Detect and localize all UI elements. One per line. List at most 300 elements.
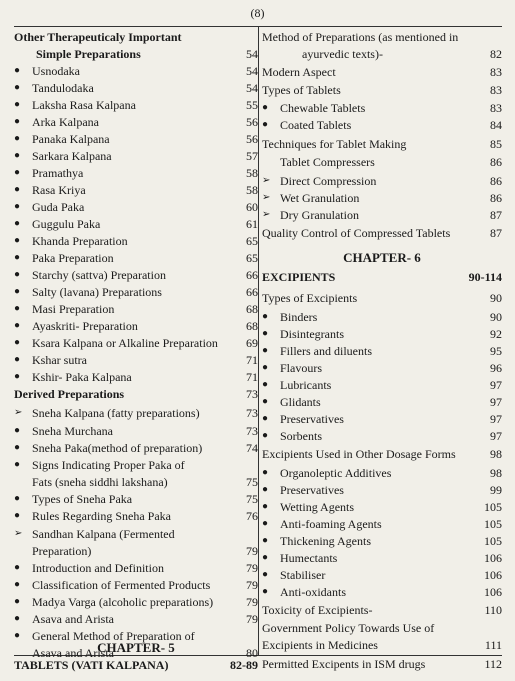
chapter-6-heading: CHAPTER- 6 <box>343 250 421 265</box>
bullet-icon: ● <box>14 150 21 161</box>
toc-entry <box>262 83 502 97</box>
toc-entry <box>262 585 502 599</box>
toc-entry <box>14 578 258 592</box>
toc-line <box>262 137 502 151</box>
bullet-icon: ● <box>14 425 21 436</box>
toc-line <box>262 208 502 222</box>
page-ref: 112 <box>484 657 502 671</box>
toc-title: Tablet Compressers <box>280 155 375 169</box>
bullet-icon: ● <box>262 569 269 580</box>
page-ref: 54 <box>246 81 258 95</box>
page-ref: 71 <box>246 353 258 367</box>
toc-entry <box>14 458 258 489</box>
page-ref: 92 <box>490 327 502 341</box>
page-ref: 73 <box>246 424 258 438</box>
chapter-5-heading: CHAPTER- 5 <box>97 640 175 655</box>
page-ref: 105 <box>484 517 502 531</box>
bullet-icon: ● <box>262 430 269 441</box>
toc-entry <box>262 603 502 617</box>
page-ref: 80 <box>246 646 258 660</box>
toc-entry <box>14 612 258 626</box>
page-ref: 58 <box>246 166 258 180</box>
toc-title: Dry Granulation <box>280 208 359 222</box>
page-ref: 110 <box>484 603 502 617</box>
toc-line <box>262 30 502 44</box>
page-ref: 106 <box>484 585 502 599</box>
toc-line <box>262 47 502 61</box>
toc-title: Preservatives <box>280 412 344 426</box>
toc-entry <box>14 217 258 231</box>
bullet-icon: ● <box>14 630 21 641</box>
page-ref: 68 <box>246 302 258 316</box>
page-ref: 97 <box>490 395 502 409</box>
bullet-icon: ● <box>14 354 21 365</box>
toc-line <box>14 200 258 214</box>
toc-title: Madya Varga (alcoholic preparations) <box>32 595 214 609</box>
toc-line <box>262 447 502 461</box>
toc-line <box>14 183 258 197</box>
toc-line <box>262 378 502 392</box>
toc-title: Chewable Tablets <box>280 101 366 115</box>
toc-line <box>14 251 258 265</box>
toc-title: General Method of Preparation of <box>32 629 195 643</box>
page-ref: 75 <box>246 492 258 506</box>
bullet-icon: ● <box>14 99 21 110</box>
toc-title: Khanda Preparation <box>32 234 128 248</box>
bullet-icon: ● <box>14 596 21 607</box>
toc-line <box>262 585 502 599</box>
column-divider <box>258 27 259 655</box>
arrow-icon: ➢ <box>14 407 23 418</box>
page-ref: 111 <box>484 638 502 652</box>
bullet-icon: ● <box>262 518 269 529</box>
toc-line <box>262 191 502 205</box>
toc-entry <box>262 500 502 514</box>
bullet-icon: ● <box>14 510 21 521</box>
toc-title: Anti-foaming Agents <box>280 517 382 531</box>
toc-entry <box>14 561 258 575</box>
bullet-icon: ● <box>262 362 269 373</box>
toc-title: Modern Aspect <box>262 65 336 79</box>
bullet-icon: ● <box>14 167 21 178</box>
toc-entry <box>14 115 258 129</box>
bullet-icon: ● <box>14 320 21 331</box>
toc-title: Techniques for Tablet Making <box>262 137 407 151</box>
toc-entry <box>14 251 258 265</box>
bullet-icon: ● <box>14 337 21 348</box>
page-ref: 66 <box>246 285 258 299</box>
toc-line <box>262 118 502 132</box>
toc-title: Introduction and Definition <box>32 561 164 575</box>
page-ref: 90 <box>490 291 502 305</box>
page-number: (8) <box>250 6 265 20</box>
bullet-icon: ● <box>14 579 21 590</box>
toc-line <box>14 319 258 333</box>
page-ref: 98 <box>490 466 502 480</box>
page-ref: 66 <box>246 268 258 282</box>
toc-entry <box>262 361 502 375</box>
toc-line <box>262 466 502 480</box>
toc-title: Classification of Fermented Products <box>32 578 211 592</box>
bullet-icon: ● <box>262 379 269 390</box>
toc-line <box>14 370 258 384</box>
toc-line <box>14 234 258 248</box>
toc-entry <box>262 65 502 79</box>
toc-title: Organoleptic Additives <box>280 466 392 480</box>
page-ref: 79 <box>246 612 258 626</box>
toc-line <box>262 101 502 115</box>
toc-title: Fillers and diluents <box>280 344 372 358</box>
page-ref: 75 <box>246 475 258 489</box>
toc-entry <box>14 268 258 282</box>
toc-line <box>262 226 502 240</box>
page-ref: 86 <box>490 191 502 205</box>
toc-title: Humectants <box>280 551 338 565</box>
page-ref: 55 <box>246 98 258 112</box>
page-ref: 57 <box>246 149 258 163</box>
bullet-icon: ● <box>262 413 269 424</box>
page-ref: 79 <box>246 561 258 575</box>
bullet-icon: ● <box>262 102 269 113</box>
toc-entry <box>262 551 502 565</box>
toc-title: Tandulodaka <box>32 81 94 95</box>
toc-title: Ayaskriti- Preparation <box>32 319 138 333</box>
toc-line <box>14 509 258 523</box>
page-ref: 83 <box>490 83 502 97</box>
toc-line <box>14 217 258 231</box>
toc-title: Lubricants <box>280 378 332 392</box>
toc-title: Types of Sneha Paka <box>32 492 133 506</box>
bullet-icon: ● <box>14 493 21 504</box>
toc-entry <box>14 492 258 506</box>
toc-title: Preservatives <box>280 483 344 497</box>
toc-entry <box>14 406 258 420</box>
toc-line <box>262 344 502 358</box>
toc-line <box>14 336 258 350</box>
toc-entry <box>14 166 258 180</box>
toc-entry <box>262 412 502 426</box>
toc-title: Quality Control of Compressed Tablets <box>262 226 451 240</box>
toc-line <box>14 561 258 575</box>
toc-line <box>262 65 502 79</box>
page-ref: 106 <box>484 551 502 565</box>
toc-title-cont: Preparation) <box>32 544 92 558</box>
toc-line <box>262 291 502 305</box>
toc-entry <box>14 319 258 333</box>
toc-line <box>14 578 258 592</box>
toc-entry <box>262 483 502 497</box>
toc-entry <box>14 336 258 350</box>
page-ref: 73 <box>246 387 258 401</box>
page-ref: 65 <box>246 234 258 248</box>
toc-title-cont: Fats (sneha siddhi lakshana) <box>32 475 168 489</box>
toc-line <box>14 268 258 282</box>
toc-entry <box>14 595 258 609</box>
toc-entry <box>262 621 502 652</box>
toc-title: Sneha Murchana <box>32 424 113 438</box>
bullet-icon: ● <box>262 396 269 407</box>
toc-line <box>14 115 258 129</box>
toc-title: Method of Preparations (as mentioned in <box>262 30 459 44</box>
toc-entry <box>262 191 502 205</box>
page-ref: 61 <box>246 217 258 231</box>
bullet-icon: ● <box>262 586 269 597</box>
toc-entry <box>262 327 502 341</box>
toc-title: Flavours <box>280 361 322 375</box>
toc-title: Sorbents <box>280 429 322 443</box>
toc-title-cont: ayurvedic texts)- <box>302 47 383 61</box>
toc-title: EXCIPIENTS <box>262 270 336 284</box>
toc-entry <box>14 81 258 95</box>
toc-line <box>14 30 258 44</box>
bullet-icon: ● <box>262 119 269 130</box>
toc-entry <box>262 101 502 115</box>
page-ref: 79 <box>246 595 258 609</box>
toc-line <box>14 527 258 541</box>
toc-title: Paka Preparation <box>32 251 114 265</box>
bullet-icon: ● <box>262 328 269 339</box>
toc-entry <box>262 291 502 305</box>
toc-entry <box>14 98 258 112</box>
toc-title: Kshar sutra <box>32 353 87 367</box>
page-ref: 69 <box>246 336 258 350</box>
toc-line <box>262 657 502 671</box>
page-ref: 76 <box>246 509 258 523</box>
toc-title: Kshir- Paka Kalpana <box>32 370 132 384</box>
toc-line <box>14 98 258 112</box>
page-ref: 106 <box>484 568 502 582</box>
toc-line <box>262 310 502 324</box>
page-ref: 105 <box>484 500 502 514</box>
toc-line <box>14 544 258 558</box>
toc-entry <box>262 534 502 548</box>
toc-line <box>262 603 502 617</box>
bullet-icon: ● <box>14 371 21 382</box>
page-ref: 54 <box>246 47 258 61</box>
toc-entry <box>262 657 502 671</box>
toc-line <box>14 47 258 61</box>
page-ref: 68 <box>246 319 258 333</box>
toc-line <box>14 424 258 438</box>
toc-title-cont: Excipients in Medicines <box>262 638 378 652</box>
toc-line <box>262 395 502 409</box>
toc-entry <box>262 378 502 392</box>
bullet-icon: ● <box>14 286 21 297</box>
page-ref: 87 <box>490 226 502 240</box>
toc-title: Starchy (sattva) Preparation <box>32 268 166 282</box>
bullet-icon: ● <box>262 345 269 356</box>
toc-line <box>262 361 502 375</box>
toc-entry <box>262 395 502 409</box>
toc-entry <box>14 302 258 316</box>
arrow-icon: ➢ <box>262 209 271 220</box>
toc-entry <box>262 137 502 151</box>
toc-title: Types of Tablets <box>262 83 341 97</box>
toc-line <box>262 517 502 531</box>
toc-title: Anti-oxidants <box>280 585 346 599</box>
page-ref: 105 <box>484 534 502 548</box>
page-ref: 60 <box>246 200 258 214</box>
toc-line <box>14 612 258 626</box>
page-ref: 83 <box>490 65 502 79</box>
toc-line <box>14 302 258 316</box>
toc-line <box>14 458 258 472</box>
arrow-icon: ➢ <box>262 175 271 186</box>
page-ref: 58 <box>246 183 258 197</box>
toc-entry <box>14 183 258 197</box>
page-ref: 86 <box>490 174 502 188</box>
toc-entry <box>14 234 258 248</box>
page-ref: 56 <box>246 115 258 129</box>
page-ref: 95 <box>490 344 502 358</box>
toc-entry <box>14 149 258 163</box>
toc-title: Types of Excipients <box>262 291 358 305</box>
toc-entry <box>14 509 258 523</box>
bullet-icon: ● <box>14 459 21 470</box>
page-ref: 96 <box>490 361 502 375</box>
bullet-icon: ● <box>14 562 21 573</box>
page-ref: 90-114 <box>468 270 502 284</box>
toc-entry <box>262 517 502 531</box>
toc-title: Sarkara Kalpana <box>32 149 112 163</box>
toc-title: Disintegrants <box>280 327 344 341</box>
page-ref: 90 <box>490 310 502 324</box>
bullet-icon: ● <box>262 535 269 546</box>
toc-entry <box>14 64 258 78</box>
toc-title: Masi Preparation <box>32 302 115 316</box>
toc-line <box>262 174 502 188</box>
toc-title: Derived Preparations <box>14 387 125 401</box>
bullet-icon: ● <box>14 133 21 144</box>
bullet-icon: ● <box>14 442 21 453</box>
toc-entry <box>262 466 502 480</box>
toc-entry <box>14 387 258 401</box>
bullet-icon: ● <box>262 484 269 495</box>
bullet-icon: ● <box>14 116 21 127</box>
bullet-icon: ● <box>14 201 21 212</box>
toc-line <box>14 285 258 299</box>
toc-title: Arka Kalpana <box>32 115 99 129</box>
toc-line <box>14 492 258 506</box>
page-ref: 97 <box>490 378 502 392</box>
toc-line <box>262 270 502 284</box>
toc-line <box>14 595 258 609</box>
toc-title: Stabiliser <box>280 568 326 582</box>
toc-line <box>262 429 502 443</box>
toc-title: Sandhan Kalpana (Fermented <box>32 527 175 541</box>
arrow-icon: ➢ <box>262 192 271 203</box>
toc-title: Wetting Agents <box>280 500 355 514</box>
toc-line <box>262 412 502 426</box>
toc-line <box>14 353 258 367</box>
page-ref: 97 <box>490 429 502 443</box>
toc-title: Sneha Kalpana (fatty preparations) <box>32 406 200 420</box>
bullet-icon: ● <box>14 65 21 76</box>
toc-title: Binders <box>280 310 318 324</box>
toc-entry <box>262 155 502 169</box>
bullet-icon: ● <box>14 82 21 93</box>
page-ref: 86 <box>490 155 502 169</box>
toc-title: Government Policy Towards Use of <box>262 621 435 635</box>
toc-entry <box>14 424 258 438</box>
toc-line <box>262 500 502 514</box>
toc-title: Coated Tablets <box>280 118 352 132</box>
toc-entry <box>262 226 502 240</box>
toc-line <box>262 621 502 635</box>
page-ref: 71 <box>246 370 258 384</box>
toc-entry <box>14 370 258 384</box>
toc-line <box>14 406 258 420</box>
bullet-icon: ● <box>14 184 21 195</box>
toc-title: Salty (lavana) Preparations <box>32 285 162 299</box>
page-ref: 83 <box>490 101 502 115</box>
page-ref: 87 <box>490 208 502 222</box>
toc-title: Guggulu Paka <box>32 217 101 231</box>
toc-title-cont: Simple Preparations <box>36 47 141 61</box>
page-ref: 73 <box>246 406 258 420</box>
toc-entry <box>14 132 258 146</box>
bullet-icon: ● <box>14 252 21 263</box>
toc-title: Pramathya <box>32 166 84 180</box>
toc-entry <box>14 285 258 299</box>
page-ref: 85 <box>490 137 502 151</box>
page-ref: 79 <box>246 578 258 592</box>
toc-line <box>262 534 502 548</box>
toc-entry <box>262 118 502 132</box>
bullet-icon: ● <box>262 552 269 563</box>
toc-line <box>14 387 258 401</box>
toc-title: Other Therapeuticaly Important <box>14 30 182 44</box>
toc-title: TABLETS (VATI KALPANA) <box>14 658 169 672</box>
page-ref: 65 <box>246 251 258 265</box>
toc-entry <box>262 174 502 188</box>
toc-line <box>14 166 258 180</box>
toc-entry <box>262 429 502 443</box>
bullet-icon: ● <box>14 303 21 314</box>
arrow-icon: ➢ <box>14 528 23 539</box>
toc-title: Toxicity of Excipients- <box>262 603 373 617</box>
page-ref: 74 <box>246 441 258 455</box>
toc-title: Panaka Kalpana <box>32 132 110 146</box>
page-ref: 79 <box>246 544 258 558</box>
toc-title: Glidants <box>280 395 321 409</box>
toc-entry <box>262 270 502 284</box>
toc-entry <box>262 568 502 582</box>
toc-title: Sneha Paka(method of preparation) <box>32 441 203 455</box>
bullet-icon: ● <box>14 218 21 229</box>
page-ref: 54 <box>246 64 258 78</box>
page-ref: 56 <box>246 132 258 146</box>
toc-entry <box>262 30 502 61</box>
toc-entry <box>14 658 258 672</box>
toc-title: Signs Indicating Proper Paka of <box>32 458 185 472</box>
bullet-icon: ● <box>14 269 21 280</box>
toc-title: Asava and Arista <box>32 612 114 626</box>
toc-title: Rasa Kriya <box>32 183 86 197</box>
toc-line <box>262 155 502 169</box>
toc-entry <box>262 447 502 461</box>
toc-line <box>262 638 502 652</box>
page-ref: 84 <box>490 118 502 132</box>
toc-entry <box>262 208 502 222</box>
bullet-icon: ● <box>14 613 21 624</box>
toc-line <box>262 327 502 341</box>
bullet-icon: ● <box>262 501 269 512</box>
page-ref: 97 <box>490 412 502 426</box>
bullet-icon: ● <box>262 467 269 478</box>
toc-line <box>262 83 502 97</box>
toc-title-cont: Asava and Arista <box>32 646 114 660</box>
